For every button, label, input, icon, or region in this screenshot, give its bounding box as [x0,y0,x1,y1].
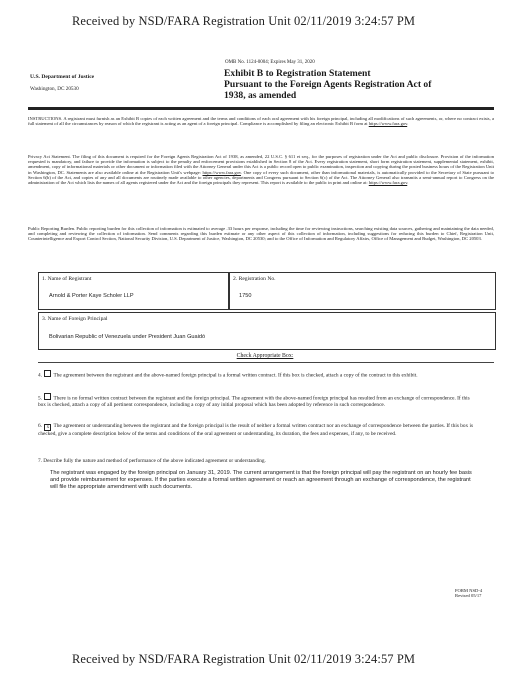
instructions-text: A registrant must furnish as an Exhibit B copies of each written agreement and the terms and conditions of each oral agreement with his foreign principal, including all modifications of such agreements, or, where no contract exists, a full statement of all the circumstances by reason of which the registrant is acting as an agent of a foreign principal. Compliance is accomplished by filing an electronic Exhibit B form at [28,116,494,127]
privacy-end: . [407,180,409,186]
item-6-number: 6. [38,423,42,429]
item-4 [38,370,478,379]
privacy-link-2[interactable]: https://www.fara.gov [368,180,408,186]
department-location: Washington, DC 20530 [30,86,79,92]
omb-number: OMB No. 1124-0004; Expires May 31, 2020 [225,60,315,65]
title-line-2: Pursuant to the Foreign Agents Registration Act of [224,79,432,90]
item-5-number: 5. [38,395,42,402]
privacy-text: Privacy Act Statement. The filing of this document is required for the Foreign Agents Registration Act of 1938, as amended, 22 U.S.C. § 611 et seq., for the purposes of registration under the Act and public disclosure. Provision of the information requested is mandatory, and failure to provide the information is subject to the penalty and enforcement provisions established in Section 8 of the Act. Every registration statement, short form registration statement, supplemental statement, exhibit, amendment, copy of informational materials or other document or information filed with the Attorney General under this Act is a public record open to public examination, inspection and copying during the posted business hours of the Registration Unit in Washington, DC. Statements are also available online at the Registration Unit's webpage: [28,154,494,175]
registration-number-box [228,272,496,310]
form-number [455,588,482,598]
registrant-value[interactable]: Arnold & Porter Kaye Scholer LLP [49,293,134,299]
form-id: FORM NSD-4 [455,588,483,593]
item-5 [38,393,478,408]
item-6-text: The agreement or understanding between the registrant and the foreign principal is the result of neither a formal written contract nor an exchange of correspondence between the parties. If this box is checked, give a complete description below of the terms and conditions of the oral agreement or understanding, its duration, the fees and expenses, if any, to be received. [38,423,474,437]
instructions-end: . [407,121,409,127]
received-stamp-top: Received by NSD/FARA Registration Unit 02/11/2019 3:24:57 PM [72,14,416,28]
item-5-text: There is no formal written contract between the registrant and the foreign principal. The agreement with the above-named foreign principal has resulted from an exchange of correspondence. If this box is checked, attach a copy of all pertinent correspondence, including a copy of any initial proposal which has been adopted by reference in such correspondence. [38,395,470,408]
foreign-principal-box [38,312,496,350]
registrant-box [38,272,230,310]
instructions-label: INSTRUCTIONS. [28,116,63,121]
item-6 [38,423,478,437]
check-heading-rule [38,362,494,363]
foreign-principal-value[interactable]: Bolivarian Republic of Venezuela under President Juan Guaidó [49,334,206,340]
item-6-checkbox-checked[interactable]: x [44,424,51,431]
item-5-checkbox[interactable] [44,393,51,400]
item-4-text: The agreement between the registrant and the above-named foreign principal is a formal written contract. If this box is checked, attach a copy of the contract to this exhibit. [52,372,418,379]
registrant-label: 1. Name of Registrant [42,276,92,282]
item-7-answer[interactable]: The registrant was engaged by the foreign principal on January 31, 2019. The current arrangement is that the foreign principal will pay the registrant on an hourly fee basis and provide reimbursement for expenses. If the parties execute a formal written agreement or reach an agreement through an exchange of correspondence, the registrant will file the appropriate amendment with such documents. [50,470,472,490]
item-7: 7. Describe fully the nature and method of performance of the above indicated agreement or understanding. [38,458,266,464]
title-line-3: 1938, as amended [224,90,297,101]
foreign-principal-label: 3. Name of Foreign Principal [42,316,108,322]
privacy-text-2: . One copy of every such document, other than informational materials, is automatically provided to the Secretary of State pursuant to Section 6(b) of the Act, and copies of any and all documents are routinely made available to other agencies, departments and Congress pursuant to Section 6(c) of the Act. The Attorney General also transmits a semi-annual report to Congress on the administration of the Act which lists the names of all agents registered under the Act and the foreign principals they represent. This report is available to the public in print and online at: [28,169,495,186]
instructions-paragraph [28,116,494,126]
registration-number-value[interactable]: 1750 [239,293,252,299]
item-4-number: 4. [38,372,42,379]
check-box-heading: Check Appropriate Box: [236,353,294,359]
privacy-link-1[interactable]: https://www.fara.gov [202,169,241,175]
privacy-act-paragraph [28,154,494,185]
form-revised: Revised 05/17 [455,593,482,599]
header-rule [28,107,494,110]
title-line-1: Exhibit B to Registration Statement [224,68,371,79]
instructions-link[interactable]: https://www.fara.gov [368,121,408,127]
burden-paragraph [28,226,494,242]
department-name: U.S. Department of Justice [30,74,95,80]
page-title [224,68,494,101]
burden-text: Public Reporting Burden. Public reporting burden for this collection of information is estimated to average .33 hours per response, including the time for reviewing instructions, searching existing data sources, gathering and maintaining the data needed, and completing and reviewing the collection of information. Send comments regarding this burden estimate or any other aspect of this collection of information, including suggestions for reducing this burden to Chief, Registration Unit, Counterintelligence and Export Control Section, National Security Division, U.S. Department of Justice, Washington, DC 20530; and to the Office of Information and Regulatory Affairs, Office of Management and Budget, Washington, DC 20503. [28,226,494,242]
registration-number-label: 2. Registration No. [233,276,276,282]
received-stamp-bottom: Received by NSD/FARA Registration Unit 02/11/2019 3:24:57 PM [72,652,416,666]
item-4-checkbox[interactable] [44,370,51,377]
